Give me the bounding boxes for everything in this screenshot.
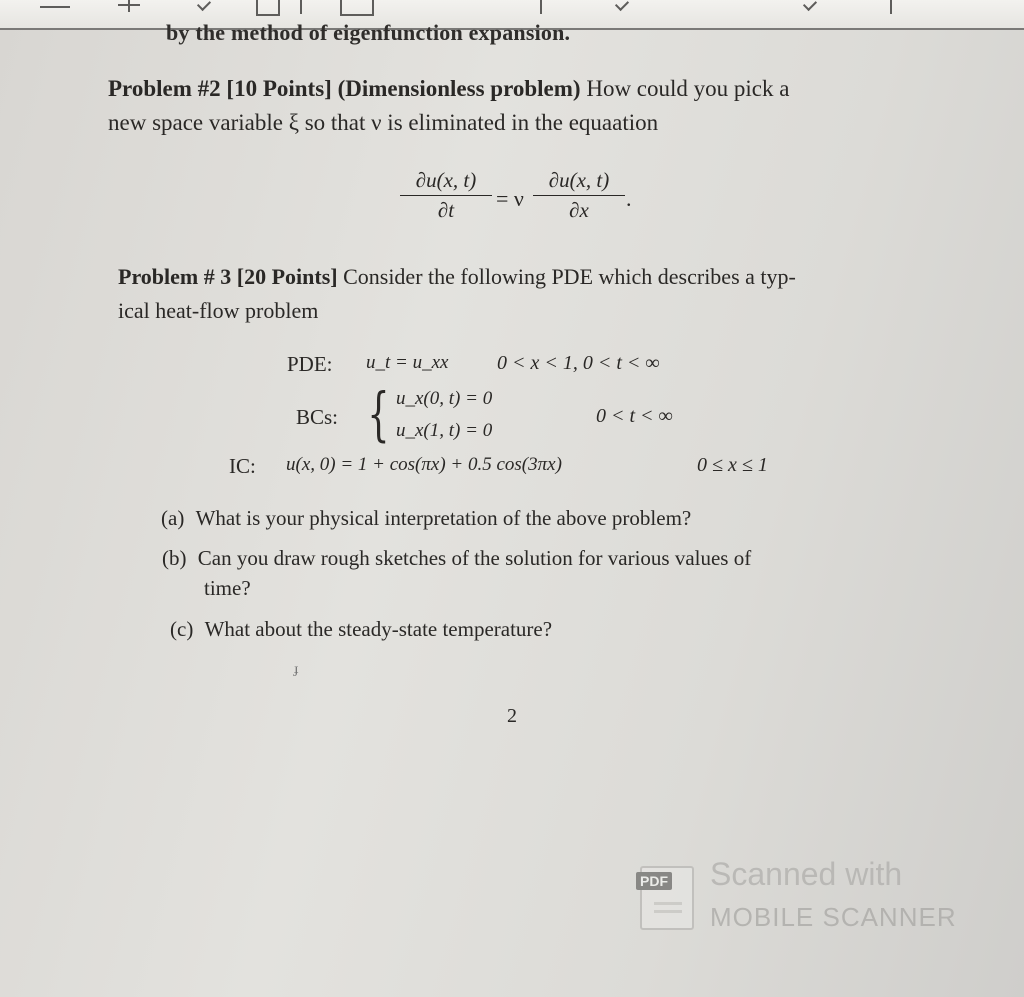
equals-nu: = ν — [496, 186, 524, 211]
page-view-icon[interactable] — [340, 0, 374, 16]
question-a-label: (a) — [161, 506, 185, 530]
equation-period: . — [626, 186, 632, 211]
question-c-text: What about the steady-state temperature? — [204, 617, 553, 641]
problem-2-points: [10 Points] — [226, 76, 332, 101]
scanner-watermark — [636, 858, 976, 938]
pde-expression: u_t = u_xx — [366, 352, 449, 373]
chevron-down-icon[interactable] — [800, 0, 822, 14]
rhs-denominator: ∂x — [569, 198, 589, 222]
problem-2-text-line1: How could you pick a — [586, 76, 790, 101]
previous-problem-cut-line: by the method of eigenfunction expansion. — [166, 20, 571, 45]
problem-3-points: [20 Points] — [236, 264, 338, 289]
problem-3-text-line1: Consider the following PDE which describes a typ- — [343, 264, 796, 289]
watermark-line-2: MOBILE SCANNER — [710, 902, 957, 932]
question-b-text-line1: Can you draw rough sketches of the solution for various values of — [197, 546, 752, 570]
problem-2-topic: (Dimensionless problem) — [337, 76, 581, 101]
chevron-down-icon[interactable] — [196, 0, 212, 14]
fit-page-icon[interactable] — [256, 0, 280, 16]
problem-3-text-line2: ical heat-flow problem — [118, 298, 319, 323]
bcs-label: BCs: — [296, 405, 339, 429]
chevron-down-icon[interactable] — [612, 0, 634, 14]
question-b-label: (b) — [162, 546, 187, 570]
ic-label: IC: — [229, 454, 256, 478]
question-c-label: (c) — [170, 617, 194, 641]
bc-1: u_x(0, t) = 0 — [396, 388, 493, 409]
problem-2-heading: Problem #2 — [108, 76, 221, 101]
toolbar-divider — [890, 0, 892, 14]
problem-2-paragraph — [108, 72, 789, 140]
bc-2: u_x(1, t) = 0 — [396, 420, 493, 441]
problem-3-heading: Problem # 3 — [118, 264, 232, 289]
page-number: 2 — [507, 705, 517, 727]
pen-mark: ɟ — [294, 662, 299, 677]
ic-domain: 0 ≤ x ≤ 1 — [697, 454, 768, 476]
toolbar-divider — [540, 0, 542, 14]
problem-2-text-line2: new space variable ξ so that ν is eliminated in the equaation — [108, 110, 659, 135]
pde-label: PDE: — [287, 352, 333, 376]
question-b-text-line2: time? — [204, 576, 251, 600]
question-a-text: What is your physical interpretation of the above problem? — [195, 506, 692, 530]
question-b — [162, 543, 751, 603]
bcs-domain: 0 < t < ∞ — [596, 405, 673, 427]
question-a — [161, 503, 691, 533]
lhs-denominator: ∂t — [437, 198, 455, 222]
left-brace: { — [367, 380, 390, 448]
plus-icon[interactable] — [118, 0, 140, 14]
ic-expression: u(x, 0) = 1 + cos(πx) + 0.5 cos(3πx) — [286, 454, 562, 475]
toolbar-divider — [300, 0, 302, 14]
question-c — [170, 614, 552, 644]
watermark-line-1: Scanned with — [710, 856, 903, 892]
minus-icon[interactable] — [40, 0, 70, 8]
pdf-badge: PDF — [636, 872, 672, 890]
lhs-numerator: ∂u(x, t) — [400, 168, 492, 196]
pde-domain: 0 < x < 1, 0 < t < ∞ — [497, 352, 660, 374]
rhs-numerator: ∂u(x, t) — [533, 168, 625, 196]
problem-3-paragraph — [118, 260, 796, 328]
